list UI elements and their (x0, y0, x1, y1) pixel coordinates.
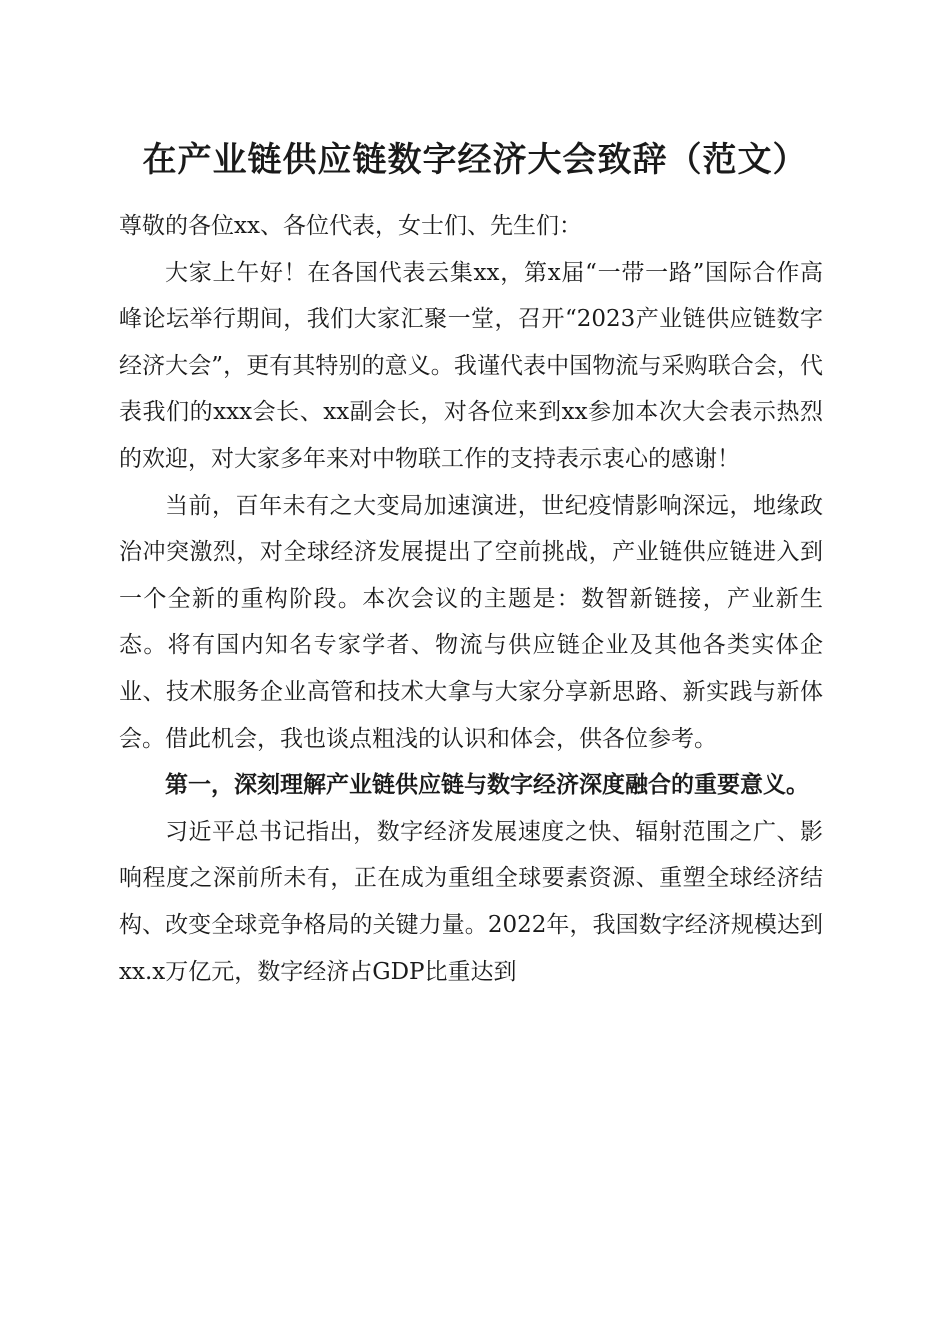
paragraph-welcome: 大家上午好！在各国代表云集xx，第x届“一带一路”国际合作高峰论坛举行期间，我们大家汇聚一堂，召开“2023产业链供应链数字经济大会”，更有其特别的意义。我谨代表中国物流与采购联合会，代表我们的xxx会长、xx副会长，对各位来到xx参加本次大会表示热烈的欢迎，对大家多年来对中物联工作的支持表示衷心的感谢！ (119, 259, 823, 472)
salutation: 尊敬的各位xx、各位代表，女士们、先生们： (119, 213, 582, 239)
document-body (119, 203, 823, 995)
document-title: 在产业链供应链数字经济大会致辞（范文） (142, 140, 808, 180)
paragraph-context: 当前，百年未有之大变局加速演进，世纪疫情影响深远，地缘政治冲突激烈，对全球经济发展提出了空前挑战，产业链供应链进入到一个全新的重构阶段。本次会议的主题是：数智新链接，产业新生态。将有国内知名专家学者、物流与供应链企业及其他各类实体企业、技术服务企业高管和技术大拿与大家分享新思路、新实践与新体会。借此机会，我也谈点粗浅的认识和体会，供各位参考。 (119, 492, 823, 752)
section-heading-first: 第一，深刻理解产业链供应链与数字经济深度融合的重要意义。 (165, 771, 809, 799)
paragraph-digital-economy: 习近平总书记指出，数字经济发展速度之快、辐射范围之广、影响程度之深前所未有，正在成为重组全球要素资源、重塑全球经济结构、改变全球竞争格局的关键力量。2022年，我国数字经济规模达到xx.x万亿元，数字经济占GDP比重达到 (119, 818, 823, 985)
